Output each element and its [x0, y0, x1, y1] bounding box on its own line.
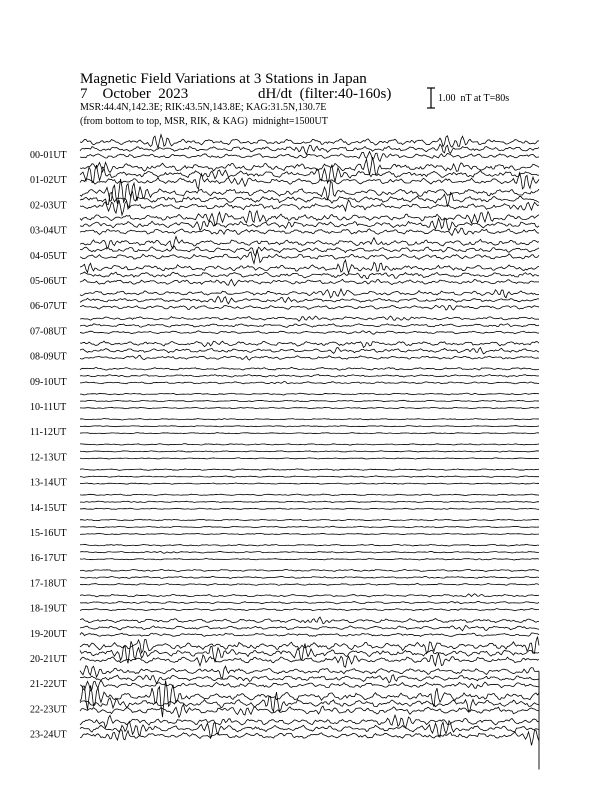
hour-label: 10-11UT: [30, 402, 67, 413]
trace-rik: [80, 324, 539, 328]
trace-kag: [80, 260, 539, 273]
scale-bar-label: 1.00 nT at T=80s: [438, 93, 510, 104]
trace-kag: [80, 544, 539, 546]
trace-rik: [80, 400, 539, 401]
trace-msr: [80, 407, 539, 408]
trace-rik: [80, 641, 539, 663]
trace-rik: [80, 551, 539, 553]
trace-rik: [80, 501, 539, 502]
trace-kag: [80, 519, 539, 520]
trace-kag: [80, 594, 539, 597]
hour-label: 04-05UT: [30, 250, 67, 262]
hour-label: 20-21UT: [30, 654, 67, 665]
trace-msr: [80, 250, 539, 264]
trace-msr: [80, 680, 539, 691]
hour-label: 21-22UT: [30, 679, 67, 691]
station-coordinates: MSR:44.4N,142.3E; RIK:43.5N,143.8E; KAG:31.5N,130.7E: [80, 102, 327, 113]
hour-label: 00-01UT: [30, 150, 67, 161]
trace-rik: [80, 426, 539, 427]
trace-kag: [80, 157, 539, 175]
trace-msr: [80, 152, 539, 162]
trace-rik: [80, 347, 539, 353]
trace-kag: [80, 494, 539, 496]
station-order-note: (from bottom to top, MSR, RIK, & KAG) midnight=1500UT: [80, 116, 328, 127]
trace-msr: [80, 279, 539, 286]
trace-kag: [80, 469, 539, 470]
trace-kag: [80, 715, 539, 728]
hour-label: 11-12UT: [30, 427, 67, 439]
trace-rik: [80, 675, 539, 684]
hour-label: 17-18UT: [30, 578, 67, 590]
trace-kag: [80, 367, 539, 370]
trace-msr: [80, 458, 539, 459]
hour-label: 05-06UT: [30, 276, 67, 287]
trace-rik: [80, 272, 539, 279]
trace-msr: [80, 305, 539, 310]
trace-msr: [80, 583, 539, 585]
hour-label: 22-23UT: [30, 704, 67, 716]
trace-kag: [80, 666, 539, 679]
trace-rik: [80, 476, 539, 477]
trace-msr: [80, 533, 539, 534]
trace-rik: [80, 144, 539, 154]
trace-msr: [80, 508, 539, 509]
trace-kag: [80, 444, 539, 446]
trace-msr: [80, 558, 539, 560]
trace-kag: [80, 316, 539, 321]
trace-kag: [80, 289, 539, 298]
trace-kag: [80, 637, 539, 654]
hour-label: 07-08UT: [30, 326, 67, 338]
hour-label: 09-10UT: [30, 376, 67, 388]
hour-label: 16-17UT: [30, 553, 67, 565]
hour-label: 18-19UT: [30, 603, 67, 615]
hour-label: 23-24UT: [30, 729, 67, 741]
trace-msr: [80, 331, 539, 334]
trace-rik: [80, 451, 539, 452]
trace-rik: [80, 576, 539, 578]
hour-label: 14-15UT: [30, 502, 67, 514]
trace-msr: [80, 382, 539, 384]
trace-msr: [80, 704, 539, 717]
trace-kag: [80, 418, 539, 420]
hour-label: 08-09UT: [30, 351, 67, 363]
trace-rik: [80, 601, 539, 603]
hour-label: 13-14UT: [30, 477, 67, 489]
trace-msr: [80, 633, 539, 637]
trace-msr: [80, 608, 539, 610]
hour-label: 03-04UT: [30, 225, 67, 237]
trace-msr: [80, 729, 539, 745]
chart-date: 7 October 2023: [80, 86, 189, 102]
trace-kag: [80, 237, 539, 249]
trace-msr: [80, 355, 539, 360]
hour-label: 12-13UT: [30, 452, 67, 464]
trace-rik: [80, 296, 539, 304]
hour-label: 19-20UT: [30, 628, 67, 640]
trace-kag: [80, 617, 539, 624]
trace-msr: [80, 433, 539, 434]
hour-label: 06-07UT: [30, 301, 67, 313]
trace-kag: [80, 179, 539, 204]
chart-quantity: dH/dt (filter:40-160s): [258, 86, 392, 102]
trace-kag: [80, 393, 539, 395]
trace-kag: [80, 569, 539, 571]
scale-bar: [427, 88, 435, 108]
trace-msr: [80, 228, 539, 235]
trace-msr: [80, 483, 539, 484]
hour-label: 15-16UT: [30, 528, 67, 539]
trace-msr: [80, 200, 539, 215]
trace-rik: [80, 526, 539, 528]
trace-rik: [80, 375, 539, 378]
chart-title: Magnetic Field Variations at 3 Stations in Japan: [80, 71, 367, 87]
trace-rik: [80, 625, 539, 630]
hour-label: 02-03UT: [30, 200, 67, 212]
trace-kag: [80, 341, 539, 347]
hour-label: 01-02UT: [30, 175, 67, 187]
